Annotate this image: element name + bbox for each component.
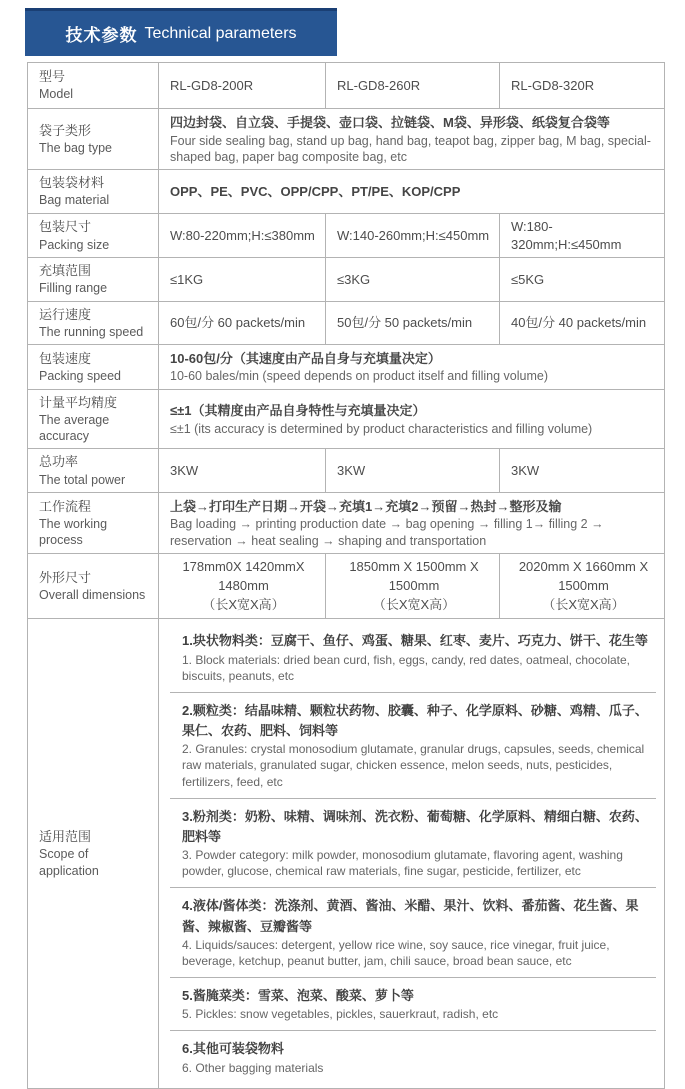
total-power-1-cell: 3KW xyxy=(159,449,326,492)
table-row-running-speed xyxy=(28,301,665,344)
table-row-packing-speed xyxy=(28,344,665,389)
total-power-3-cell: 3KW xyxy=(500,449,665,492)
accuracy-zh: ≤±1（其精度由产品自身特性与充填量决定） xyxy=(170,403,426,419)
dimensions-1-size: 178mm0X 1420mmX 1480mm xyxy=(182,558,305,593)
model-2-cell: RL-GD8-260R xyxy=(326,63,500,109)
label-zh: 型号 xyxy=(39,69,66,85)
label-en: Bag material xyxy=(39,193,110,208)
scope-item-liquids-sauces xyxy=(170,887,656,977)
scope-item-zh: 2.颗粒类：结晶味精、颗粒状药物、胶囊、种子、化学原料、砂糖、鸡精、瓜子、果仁、农药、肥料、饲料等 xyxy=(182,702,648,739)
scope-item-block-materials xyxy=(170,623,656,692)
row-label-packing-speed xyxy=(28,344,159,389)
accuracy-cell xyxy=(159,389,665,449)
row-label-running-speed xyxy=(28,301,159,344)
scope-item-zh: 1.块状物料类：豆腐干、鱼仔、鸡蛋、糖果、红枣、麦片、巧克力、饼干、花生等 xyxy=(182,633,648,649)
label-zh: 外形尺寸 xyxy=(39,569,92,585)
scope-item-en: 3. Powder category: milk powder, monosodium glutamate, flavoring agent, washing powder, glucose, chemical raw materials, fine sugar, pesticide, fertilizer, etc xyxy=(182,848,623,879)
label-zh: 适用范围 xyxy=(39,829,92,845)
scope-item-powder xyxy=(170,798,656,888)
row-label-bag-type xyxy=(28,109,159,170)
section-title-banner xyxy=(25,8,337,56)
table-row-filling-range xyxy=(28,258,665,301)
filling-range-3-cell: ≤5KG xyxy=(500,258,665,301)
dimensions-3-size: 2020mm X 1660mm X 1500mm xyxy=(518,558,649,593)
label-zh: 包装尺寸 xyxy=(39,219,92,235)
table-row-dimensions xyxy=(28,553,665,619)
section-title-zh: 技术参数 xyxy=(65,26,138,45)
packing-size-3-cell: W:180-320mm;H:≤450mm xyxy=(500,214,665,258)
label-zh: 计量平均精度 xyxy=(39,394,118,410)
filling-range-2-cell: ≤3KG xyxy=(326,258,500,301)
label-en: Overall dimensions xyxy=(39,588,146,603)
packing-size-2-cell: W:140-260mm;H:≤450mm xyxy=(326,214,500,258)
bag-material-value: OPP、PE、PVC、OPP/CPP、PT/PE、KOP/CPP xyxy=(170,183,461,199)
bag-type-zh: 四边封袋、自立袋、手提袋、壶口袋、拉链袋、M袋、异形袋、纸袋复合袋等 xyxy=(170,115,610,130)
dimensions-3-lwh: （长X宽X高） xyxy=(542,596,625,612)
dimensions-2-lwh: （长X宽X高） xyxy=(372,596,456,612)
row-label-dimensions xyxy=(28,553,159,619)
scope-item-other xyxy=(170,1030,656,1083)
accuracy-en: ≤±1 (its accuracy is determined by product characteristics and filling volume) xyxy=(170,421,593,436)
row-label-scope xyxy=(28,619,159,1088)
label-en: The average accuracy xyxy=(39,412,110,444)
label-zh: 包装速度 xyxy=(39,350,92,366)
technical-parameters-table xyxy=(27,62,665,1089)
label-zh: 工作流程 xyxy=(39,498,92,514)
scope-item-en: 1. Block materials: dried bean curd, fish, eggs, candy, red dates, oatmeal, chocolate, biscuits, peanuts, etc xyxy=(182,652,631,683)
filling-range-1-cell: ≤1KG xyxy=(159,258,326,301)
bag-material-cell xyxy=(159,170,665,214)
label-en: The bag type xyxy=(39,140,112,155)
label-zh: 运行速度 xyxy=(39,306,92,322)
row-label-accuracy xyxy=(28,389,159,449)
row-label-filling-range xyxy=(28,258,159,301)
running-speed-3-cell: 40包/分 40 packets/min xyxy=(500,301,665,344)
packing-size-1-cell: W:80-220mm;H:≤380mm xyxy=(159,214,326,258)
packing-speed-en: 10-60 bales/min (speed depends on product itself and filling volume) xyxy=(170,369,549,384)
row-label-total-power xyxy=(28,449,159,492)
dimensions-2-cell xyxy=(326,553,500,619)
packing-speed-cell xyxy=(159,344,665,389)
row-label-bag-material xyxy=(28,170,159,214)
running-speed-2-cell: 50包/分 50 packets/min xyxy=(326,301,500,344)
packing-speed-zh: 10-60包/分（其速度由产品自身与充填量决定） xyxy=(170,350,441,366)
label-en: The total power xyxy=(39,472,126,487)
dimensions-1-cell xyxy=(159,553,326,619)
dimensions-1-lwh: （长X宽X高） xyxy=(202,596,285,612)
label-en: Packing speed xyxy=(39,368,122,383)
scope-item-pickles xyxy=(170,977,656,1030)
scope-item-zh: 3.粉剂类：奶粉、味精、调味剂、洗衣粉、葡萄糖、化学原料、精细白糖、农药、肥料等 xyxy=(182,808,648,844)
scope-item-en: 4. Liquids/sauces: detergent, yellow rice wine, soy sauce, rice vinegar, fruit juice, beverage, ketchup, peanut butter, jam, chili sauce, broad bean sauce, etc xyxy=(182,937,610,968)
label-en: Filling range xyxy=(39,281,108,296)
table-row-total-power xyxy=(28,449,665,492)
dimensions-3-cell xyxy=(500,553,665,619)
table-row-bag-type xyxy=(28,109,665,170)
table-row-working-process xyxy=(28,492,665,553)
model-3-cell: RL-GD8-320R xyxy=(500,63,665,109)
section-title-en: Technical parameters xyxy=(144,24,297,42)
scope-item-zh: 4.液体/酱体类：洗涤剂、黄酒、酱油、米醋、果汁、饮料、番茄酱、花生酱、果酱、辣椒酱、豆瓣酱等 xyxy=(182,898,639,934)
total-power-2-cell: 3KW xyxy=(326,449,500,492)
label-en: The running speed xyxy=(39,324,144,339)
row-label-model xyxy=(28,63,159,109)
scope-item-granules xyxy=(170,692,656,798)
bag-type-en: Four side sealing bag, stand up bag, hand bag, teapot bag, zipper bag, M bag, special-shaped bag, paper bag composite bag, etc xyxy=(170,133,651,164)
working-process-en: Bag loading → printing production date → bag opening → filling 1→ filling 2 → reservation → heat sealing → shaping and transportation xyxy=(170,517,604,548)
scope-item-en: 2. Granules: crystal monosodium glutamate, granular drugs, capsules, seeds, chemical raw materials, granulated sugar, chicken essence, melon seeds, nuts, pesticides, fertilizers, feed, etc xyxy=(182,742,645,789)
scope-cell xyxy=(159,619,665,1088)
label-zh: 包装袋材料 xyxy=(39,175,105,191)
dimensions-2-size: 1850mm X 1500mm X 1500mm xyxy=(349,558,479,593)
scope-item-zh: 6.其他可装袋物料 xyxy=(182,1041,284,1057)
label-zh: 袋子类形 xyxy=(39,122,92,138)
table-row-bag-material xyxy=(28,170,665,214)
table-row-packing-size xyxy=(28,214,665,258)
label-zh: 总功率 xyxy=(39,454,79,470)
model-1-cell: RL-GD8-200R xyxy=(159,63,326,109)
label-en: The working process xyxy=(39,516,108,547)
label-zh: 充填范围 xyxy=(39,263,92,279)
table-row-model xyxy=(28,63,665,109)
working-process-cell xyxy=(159,492,665,553)
label-en: Model xyxy=(39,87,74,102)
scope-item-en: 6. Other bagging materials xyxy=(182,1060,324,1075)
label-en: Packing size xyxy=(39,237,110,252)
table-row-scope xyxy=(28,619,665,1088)
row-label-working-process xyxy=(28,492,159,553)
working-process-zh: 上袋→打印生产日期→开袋→充填1→充填2→预留→热封→整形及输 xyxy=(170,498,562,514)
scope-item-zh: 5.酱腌菜类：雪菜、泡菜、酸菜、萝卜等 xyxy=(182,988,414,1004)
scope-item-en: 5. Pickles: snow vegetables, pickles, sauerkraut, radish, etc xyxy=(182,1007,499,1022)
bag-type-cell xyxy=(159,109,665,170)
row-label-packing-size xyxy=(28,214,159,258)
label-en: Scope of application xyxy=(39,847,99,878)
table-row-accuracy xyxy=(28,389,665,449)
running-speed-1-cell: 60包/分 60 packets/min xyxy=(159,301,326,344)
